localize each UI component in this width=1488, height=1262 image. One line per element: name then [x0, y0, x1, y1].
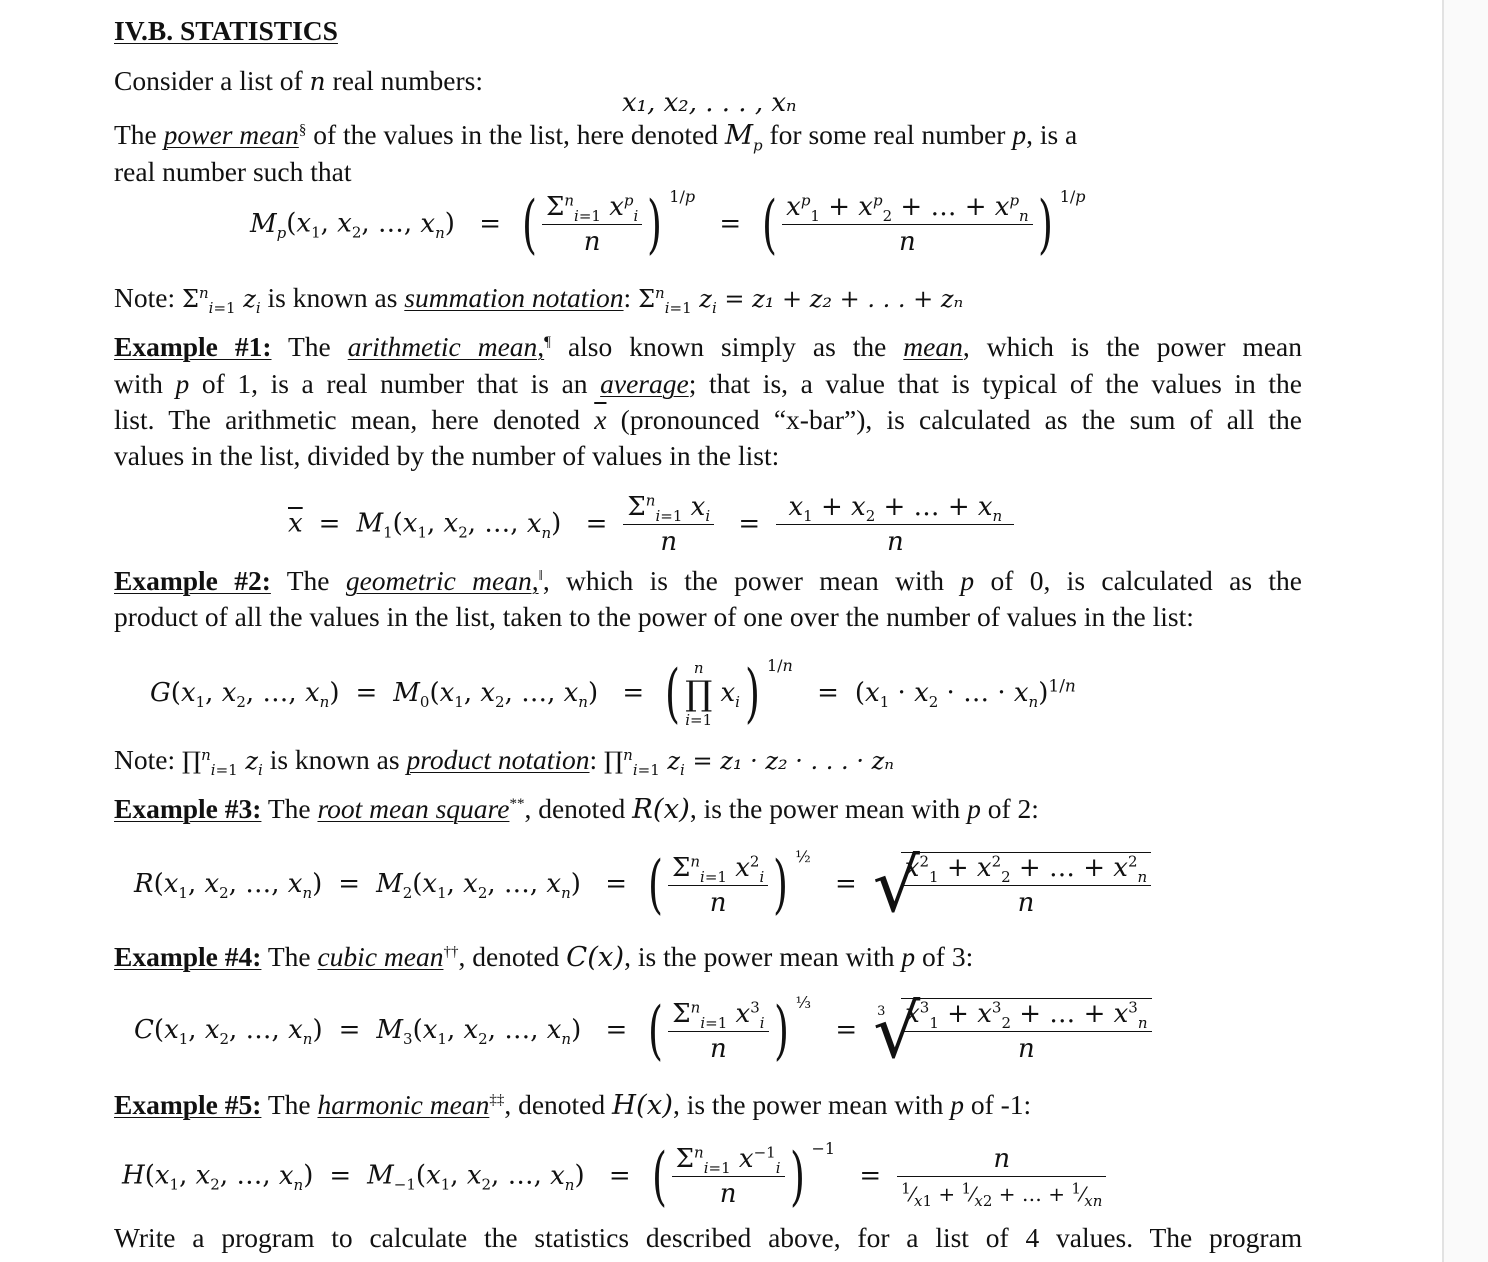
closing-line: Write a program to calculate the statistics described above, for a list of 4 values. The program — [114, 1222, 1303, 1253]
summation-note: Note: $\Sigma^n_{i=1}$ $z_i$ is known as summation notation: $\Sigma^n_{i=1}$ $z_i = z_1 + z_2$ + . . . + zₙ — [114, 282, 964, 317]
power-mean-line: The power mean§ of the values in the list, here denoted $M_p$ for some real number p, is a — [114, 119, 1078, 155]
product-note: Note: ∏$^n_{i=1}$ $z_i$ is known as product notation: ∏$^n_{i=1}$ $z_i = z_1 \cdot z_2$ · . . . · zₙ — [114, 744, 894, 779]
power-mean-line-2: real number such that — [114, 156, 352, 187]
example2-line2: product of all the values in the list, taken to the power of one over the number of values in the list: — [114, 601, 1194, 632]
example2-line1: Example #2: The geometric mean,‖, which is the power mean with p of 0, is calculated as the — [114, 565, 1302, 596]
harmonic-mean-formula: $H(x_1$, $x_2$, …, $x_n) = M_{-1}(x_1$, $x_2$, …, $x_n$) = ( $\frac{\Sigma^n_{i=1} x^{-1}_i}{n}$ ) $^{-1}$ = $\frac{n}{^1⁄_{x1} + ^1⁄_{x2} + \dots + ^1⁄_{xn}}$ — [122, 1144, 1106, 1209]
example1-line3: list. The arithmetic mean, here denoted $\overline{x}$ (pronounced “x-bar”), is calculated as the sum of all the — [114, 404, 1303, 435]
intro-line: Consider a list of n real numbers: — [114, 65, 483, 96]
example5-line: Example #5: The harmonic mean‡‡, denoted H(x), is the power mean with p of -1: — [114, 1089, 1032, 1121]
example1-line1: Example #1: The arithmetic mean,¶ also known simply as the mean, which is the power mean — [114, 331, 1302, 362]
example3-line: Example #3: The root mean square**, denoted R(x), is the power mean with p of 2: — [114, 793, 1039, 825]
example1-line4: values in the list, divided by the number of values in the list: — [114, 440, 780, 471]
power-mean-formula: $M_p(x_1$, $x_2$, …, $x_n$) = ( $\frac{\Sigma^n_{i=1} x^p_i}{n}$ ) $^{1/p}$ = ( $\frac{x^p_1 + x^p_2 + \dots + x^p_n}{n}$ ) $^{1/p}$ — [250, 186, 1086, 262]
rms-formula: $R(x_1$, $x_2$, …, $x_n) = M_2(x_1$, $x_2$, …, $x_n$) = ( $\frac{\Sigma^n_{i=1} x^2_i}{n}$ ) $^{\frac{1}{2}}$ = √ $\frac{x^2_1 + x^2_2 + \dots + x^2_n}{n}$ — [134, 852, 1151, 918]
cubic-mean-formula: $C(x_1$, $x_2$, …, $x_n) = M_3(x_1$, $x_2$, …, $x_n$) = ( $\frac{\Sigma^n_{i=1} x^3_i}{n}$ ) $^{\frac{1}{3}}$ = √ 3 $\frac{x^3_1 + x^3_2 + \dots + x^3_n}{n}$ — [134, 998, 1152, 1064]
scrollbar-track[interactable] — [1444, 0, 1488, 1262]
arithmetic-mean-formula: $\overline{x} = M_1(x_1$, $x_2$, …, $x_n$) = $\frac{\Sigma^n_{i=1} x_i}{n}$ = $\frac{x_1 + x_2 + \dots + x_n}{n}$ — [288, 492, 1014, 557]
list-expression: x₁, x₂, . . . , xₙ — [622, 88, 797, 118]
geometric-mean-formula: $G(x_1$, $x_2$, …, $x_n) = M_0(x_1$, $x_2$, …, $x_n$) = ( n ∏ i=1 $x_i$) $^{1/n} = (x_1 \cdot x_2$ · … · $x_n)^{1/n}$ — [150, 656, 1076, 731]
section-title: IV.B. STATISTICS — [114, 15, 338, 46]
example4-line: Example #4: The cubic mean††, denoted C(x), is the power mean with p of 3: — [114, 941, 974, 973]
example1-line2: with p of 1, is a real number that is an average; that is, a value that is typical of the values in the — [114, 368, 1302, 399]
